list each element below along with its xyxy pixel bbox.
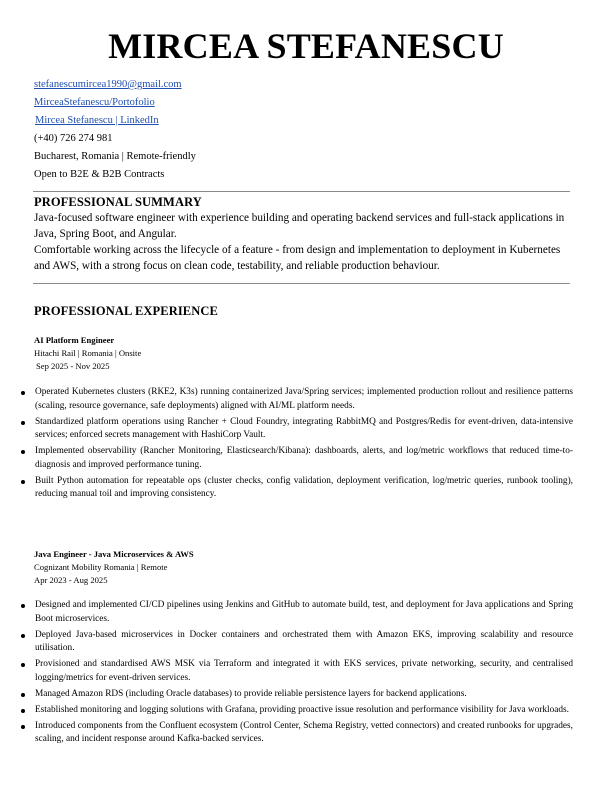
bullet-icon bbox=[21, 421, 25, 425]
location: Bucharest, Romania | Remote-friendly bbox=[34, 151, 196, 162]
job-title: AI Platform Engineer bbox=[34, 335, 115, 345]
bullet-icon bbox=[21, 693, 25, 697]
summary-heading: PROFESSIONAL SUMMARY bbox=[34, 195, 202, 209]
job-dates: Sep 2025 - Nov 2025 bbox=[36, 361, 110, 371]
job-bullets bbox=[20, 599, 573, 749]
bullet-icon bbox=[21, 663, 25, 667]
job-entry bbox=[34, 548, 574, 587]
job-company: Cognizant Mobility Romania | Remote bbox=[34, 562, 168, 572]
contact-block bbox=[34, 77, 196, 185]
job-bullets bbox=[20, 386, 573, 504]
bullet-item: Operated Kubernetes clusters (RKE2, K3s) running containerized Java/Spring services; implemented production rollout and resilience patterns (scaling, resource governance, safe deployments) aligned with AI/ML platform needs. bbox=[20, 386, 573, 413]
bullet-icon bbox=[21, 480, 25, 484]
job-dates: Apr 2023 - Aug 2025 bbox=[34, 575, 108, 585]
bullet-item: Deployed Java-based microservices in Docker containers and orchestrated them with Amazon EKS, improving scalability and resource utilisation. bbox=[20, 629, 573, 656]
divider-bottom bbox=[33, 283, 570, 284]
divider-top bbox=[33, 191, 570, 192]
job-entry bbox=[34, 334, 574, 373]
bullet-item: Provisioned and standardised AWS MSK via Terraform and integrated it with EKS services, private networking, security, and centralised logging/metrics for event-driven services. bbox=[20, 658, 573, 685]
bullet-icon bbox=[21, 634, 25, 638]
linkedin-link[interactable]: Mircea Stefanescu | LinkedIn bbox=[35, 115, 159, 126]
bullet-icon bbox=[21, 450, 25, 454]
experience-heading: PROFESSIONAL EXPERIENCE bbox=[34, 304, 218, 318]
summary-text bbox=[34, 210, 574, 274]
bullet-item: Introduced components from the Confluent ecosystem (Control Center, Schema Registry, vetted connectors) and created runbooks for upgrades, scaling, and incident response around Kafka-backed services. bbox=[20, 720, 573, 747]
bullet-item: Established monitoring and logging solutions with Grafana, providing proactive issue resolution and performance visibility for Java workloads. bbox=[20, 704, 573, 718]
job-title: Java Engineer - Java Microservices & AWS bbox=[34, 549, 194, 559]
phone-number: (+40) 726 274 981 bbox=[34, 133, 113, 144]
bullet-item: Designed and implemented CI/CD pipelines using Jenkins and GitHub to automate build, test, and deployment for Java applications and Spring Boot microservices. bbox=[20, 599, 573, 626]
candidate-name: MIRCEA STEFANESCU bbox=[108, 26, 504, 66]
contract-availability: Open to B2E & B2B Contracts bbox=[34, 169, 165, 180]
bullet-icon bbox=[21, 709, 25, 713]
job-company: Hitachi Rail | Romania | Onsite bbox=[34, 348, 142, 358]
bullet-icon bbox=[21, 604, 25, 608]
bullet-icon bbox=[21, 391, 25, 395]
summary-paragraph: Comfortable working across the lifecycle of a feature - from design and implementation to deployment in Kubernetes and AWS, with a strong focus on clean code, testability, and reliable production behaviour. bbox=[34, 244, 561, 272]
bullet-icon bbox=[21, 725, 25, 729]
summary-paragraph: Java-focused software engineer with experience building and operating backend services and full-stack applications in Java, Spring Boot, and Angular. bbox=[34, 212, 565, 240]
bullet-item: Standardized platform operations using Rancher + Cloud Foundry, integrating RabbitMQ and Postgres/Redis for event-driven, data-intensive services; enforced secrets management with HashiCorp Vault. bbox=[20, 416, 573, 443]
portfolio-link[interactable]: MirceaStefanescu/Portofolio bbox=[34, 97, 155, 108]
bullet-item: Managed Amazon RDS (including Oracle databases) to provide reliable persistence layers for backend applications. bbox=[20, 688, 573, 702]
bullet-item: Implemented observability (Rancher Monitoring, Elasticsearch/Kibana): dashboards, alerts, and log/metric workflows that reduced time-to-diagnosis and improved performance tuning. bbox=[20, 445, 573, 472]
email-link[interactable]: stefanescumircea1990@gmail.com bbox=[34, 79, 182, 90]
bullet-item: Built Python automation for repeatable ops (cluster checks, config validation, deployment verification, log/metric queries, runbook tooling), reducing manual toil and improving consistency. bbox=[20, 475, 573, 502]
